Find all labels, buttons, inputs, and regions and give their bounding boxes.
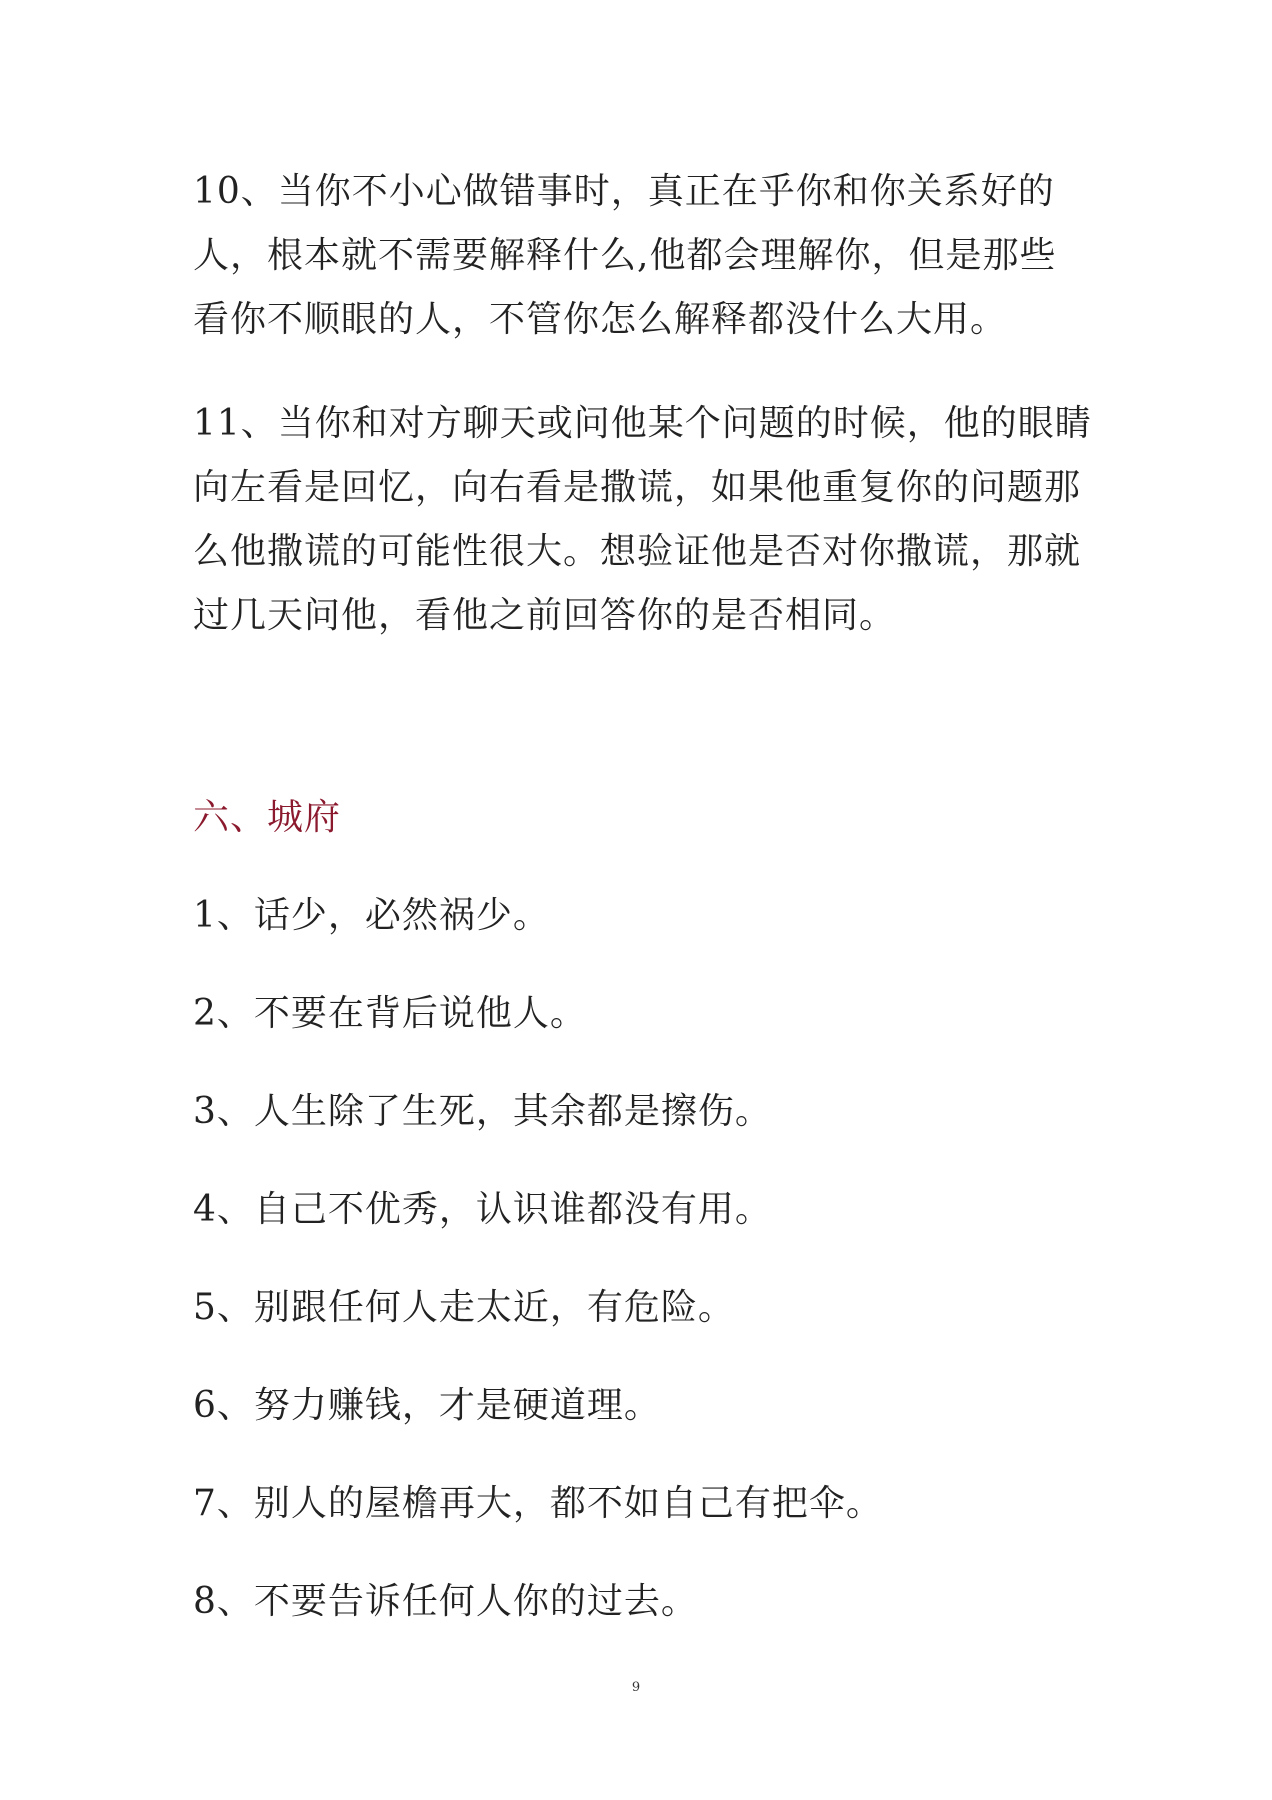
list-item: 5、别跟任何人走太近，有危险。 <box>193 1287 735 1328</box>
list-item: 8、不要告诉任何人你的过去。 <box>193 1581 698 1622</box>
paragraph-11: 11、当你和对方聊天或问他某个问题的时候，他的眼睛向左看是回忆，向右看是撒谎，如果他重复你的问题那么他撒谎的可能性很大。想验证他是否对你撒谎，那就过几天问他，看他之前回答你的是否相同。 <box>193 403 1092 636</box>
list-item: 6、努力赚钱，才是硬道理。 <box>193 1385 661 1426</box>
section-list <box>193 884 883 1668</box>
list-item: 7、别人的屋檐再大，都不如自己有把伞。 <box>193 1483 883 1524</box>
list-item: 1、话少，必然祸少。 <box>193 895 550 936</box>
list-item: 3、人生除了生死，其余都是擦伤。 <box>193 1091 772 1132</box>
page-number: 9 <box>631 1680 641 1695</box>
list-item: 4、自己不优秀，认识谁都没有用。 <box>193 1189 772 1230</box>
list-item: 2、不要在背后说他人。 <box>193 993 587 1034</box>
section-heading: 六、城府 <box>193 797 342 838</box>
paragraph-10: 10、当你不小心做错事时，真正在乎你和你关系好的人，根本就不需要解释什么,他都会理解你，但是那些看你不顺眼的人，不管你怎么解释都没什么大用。 <box>193 171 1057 340</box>
